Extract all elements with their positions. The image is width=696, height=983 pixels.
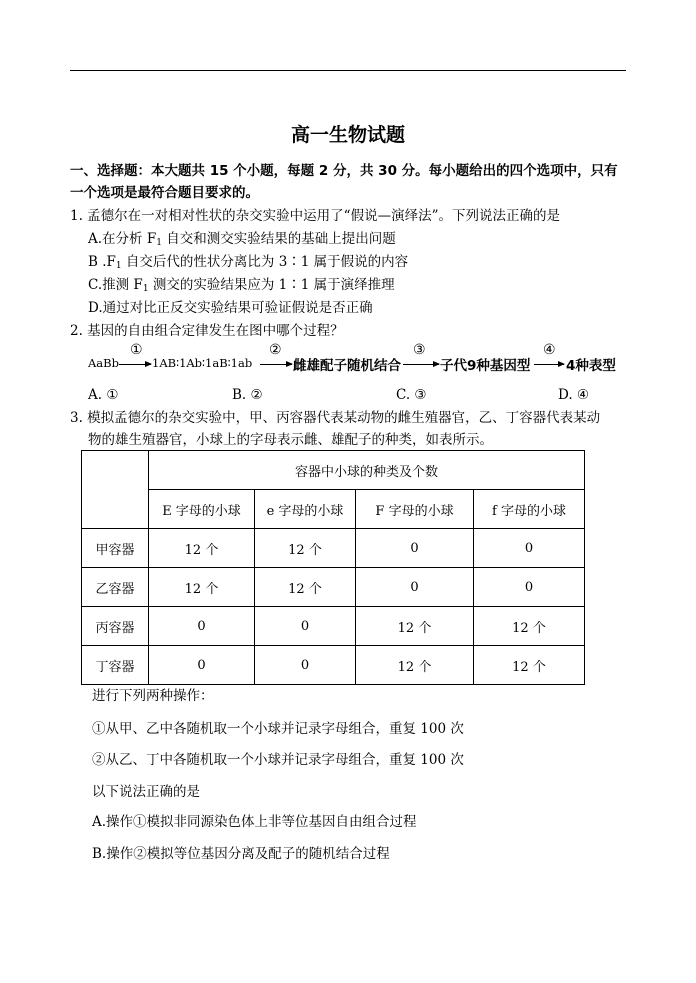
table-cell: 0 <box>149 646 255 685</box>
q1-option-b: B $.F_1$ 自交后代的性状分离比为 3∶1 属于假说的内容 <box>88 254 409 271</box>
table-cell: 12 个 <box>255 529 356 568</box>
row-label: 乙容器 <box>82 568 149 607</box>
table-row <box>82 529 585 568</box>
q2-stem: 2. 基因的自由组合定律发生在图中哪个过程？ <box>70 323 344 339</box>
flow-offspring-genotypes: 子代9种基因型 <box>440 358 531 374</box>
q1-stem: 1. 孟德尔在一对相对性状的杂交实验中运用了“假说—演绎法”。下列说法正确的是 <box>70 208 560 224</box>
q1-option-d: D.通过对比正反交实验结果可验证假说是否正确 <box>88 300 373 316</box>
row-label: 甲容器 <box>82 529 149 568</box>
flow-step-1-label: ① <box>130 342 143 358</box>
flow-arrow-4 <box>534 364 564 365</box>
table-cell: 0 <box>149 607 255 646</box>
container-ball-table <box>81 450 585 685</box>
q3-option-b: B.操作②模拟等位基因分离及配子的随机结合过程 <box>92 846 390 862</box>
flow-gametes: 1AB∶1Ab∶1aB∶1ab <box>152 356 253 370</box>
table-cell: 12 个 <box>356 607 474 646</box>
q3-operation-1: ①从甲、乙中各随机取一个小球并记录字母组合，重复 100 次 <box>92 721 464 737</box>
table-column-header: E 字母的小球 <box>149 490 255 529</box>
table-corner-cell <box>82 451 149 529</box>
table-row <box>82 646 585 685</box>
table-cell: 12 个 <box>149 568 255 607</box>
q2-option-c: C. ③ <box>396 387 427 403</box>
q2-option-d: D. ④ <box>558 387 590 403</box>
section-heading-line1: 一、选择题：本大题共 15 个小题，每题 2 分，共 30 分。每小题给出的四个选项中，只有 <box>70 163 618 179</box>
process-flow-diagram <box>88 344 648 384</box>
table-row <box>82 607 585 646</box>
table-cell: 0 <box>255 646 356 685</box>
table-cell: 0 <box>255 607 356 646</box>
table-row <box>82 568 585 607</box>
q1-option-a: A.在分析 $F_1$ 自交和测交实验结果的基础上提出问题 <box>88 231 396 248</box>
q1-option-c: C.推测 $F_1$ 测交的实验结果应为 1∶1 属于演绎推理 <box>88 277 395 294</box>
flow-arrow-3 <box>403 364 439 365</box>
q3-intro: 进行下列两种操作： <box>92 688 214 704</box>
flow-genotype-start: AaBb <box>88 356 119 370</box>
table-cell: 12 个 <box>356 646 474 685</box>
flow-random-fusion: 雌雄配子随机结合 <box>293 358 401 374</box>
flow-arrow-1 <box>119 364 151 365</box>
page-title: 高一生物试题 <box>290 124 405 146</box>
table-cell: 0 <box>474 568 585 607</box>
q3-operation-2: ②从乙、丁中各随机取一个小球并记录字母组合，重复 100 次 <box>92 752 464 768</box>
row-label: 丙容器 <box>82 607 149 646</box>
q3-option-a: A.操作①模拟非同源染色体上非等位基因自由组合过程 <box>92 814 417 830</box>
table-column-header: e 字母的小球 <box>255 490 356 529</box>
q3-stem-line1: 3. 模拟孟德尔的杂交实验中，甲、丙容器代表某动物的雌生殖器官，乙、丁容器代表某动 <box>70 410 601 426</box>
header-rule <box>70 70 626 71</box>
flow-step-2-label: ② <box>269 342 282 358</box>
q2-option-b: B. ② <box>232 387 263 403</box>
table-cell: 0 <box>356 568 474 607</box>
q3-stem-line2: 物的雄生殖器官，小球上的字母表示雌、雄配子的种类，如表所示。 <box>88 432 493 448</box>
row-label: 丁容器 <box>82 646 149 685</box>
flow-phenotypes: 4种表型 <box>566 358 616 374</box>
table-column-header: F 字母的小球 <box>356 490 474 529</box>
flow-arrow-2 <box>260 364 292 365</box>
table-cell: 12 个 <box>474 607 585 646</box>
flow-step-4-label: ④ <box>543 342 556 358</box>
flow-step-3-label: ③ <box>413 342 426 358</box>
q3-prompt: 以下说法正确的是 <box>92 784 200 800</box>
table-column-header: f 字母的小球 <box>474 490 585 529</box>
table-cell: 12 个 <box>149 529 255 568</box>
q2-option-a: A. ① <box>88 387 119 403</box>
table-cell: 0 <box>474 529 585 568</box>
table-cell: 12 个 <box>474 646 585 685</box>
table-cell: 0 <box>356 529 474 568</box>
section-heading-line2: 一个选项是最符合题目要求的。 <box>70 185 259 201</box>
table-cell: 12 个 <box>255 568 356 607</box>
table-group-header: 容器中小球的种类及个数 <box>149 451 585 490</box>
